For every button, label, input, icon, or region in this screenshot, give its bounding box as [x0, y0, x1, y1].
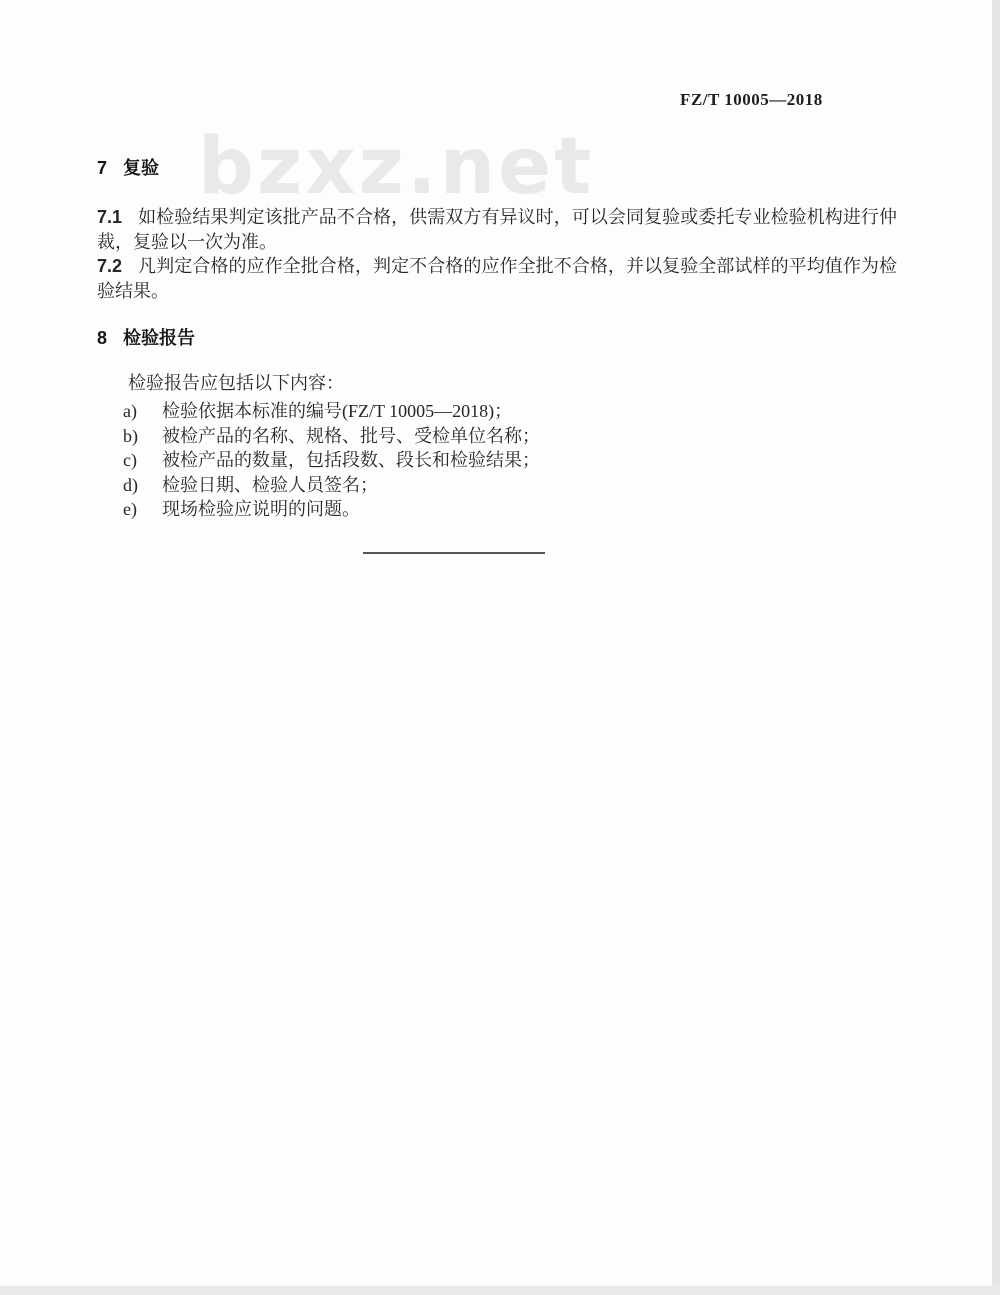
section-8-title: 检验报告 [123, 328, 196, 348]
list-item-text: 检验日期、检验人员签名； [162, 474, 378, 495]
end-of-document-rule [363, 552, 545, 554]
section-8-number: 8 [97, 328, 108, 348]
list-item-text: 现场检验应说明的问题。 [162, 499, 360, 520]
watermark-text: bzxz.net [198, 122, 595, 212]
list-item [123, 497, 540, 522]
page-header-standard-code: FZ/T 10005—2018 [680, 90, 823, 109]
list-item-text: 被检产品的名称、规格、批号、受检单位名称； [162, 425, 540, 446]
list-item-label: a) [123, 401, 137, 421]
scan-edge-bottom [0, 1286, 1000, 1295]
clause-7-2 [97, 254, 897, 303]
list-item [123, 448, 540, 473]
clause-7-1 [97, 205, 897, 254]
report-content-list [123, 399, 540, 522]
report-list-intro: 检验报告应包括以下内容： [128, 373, 344, 393]
section-7-number: 7 [97, 158, 108, 178]
list-item-text: 被检产品的数量，包括段数、段长和检验结果； [162, 450, 540, 471]
section-7-heading [97, 156, 159, 180]
list-item-label: d) [123, 474, 138, 495]
list-item-text: 检验依据本标准的编号(FZ/T 10005—2018)； [162, 401, 513, 421]
list-item [123, 473, 540, 498]
clause-7-1-text: 如检验结果判定该批产品不合格，供需双方有异议时，可以会同复验或委托专业检验机构进行仲裁，复验以一次为准。 [97, 207, 897, 252]
list-item [123, 399, 540, 424]
list-item-label: b) [123, 425, 138, 446]
clause-7-1-number: 7.1 [97, 207, 123, 227]
list-item [123, 424, 540, 449]
list-item-label: e) [123, 499, 137, 520]
clause-7-2-number: 7.2 [97, 256, 123, 276]
section-8-heading [97, 326, 195, 350]
clause-7-2-text: 凡判定合格的应作全批合格，判定不合格的应作全批不合格，并以复验全部试样的平均值作为检验结果。 [97, 256, 897, 301]
scan-edge-right [992, 0, 1000, 1295]
section-7-title: 复验 [123, 158, 160, 178]
list-item-label: c) [123, 450, 137, 471]
